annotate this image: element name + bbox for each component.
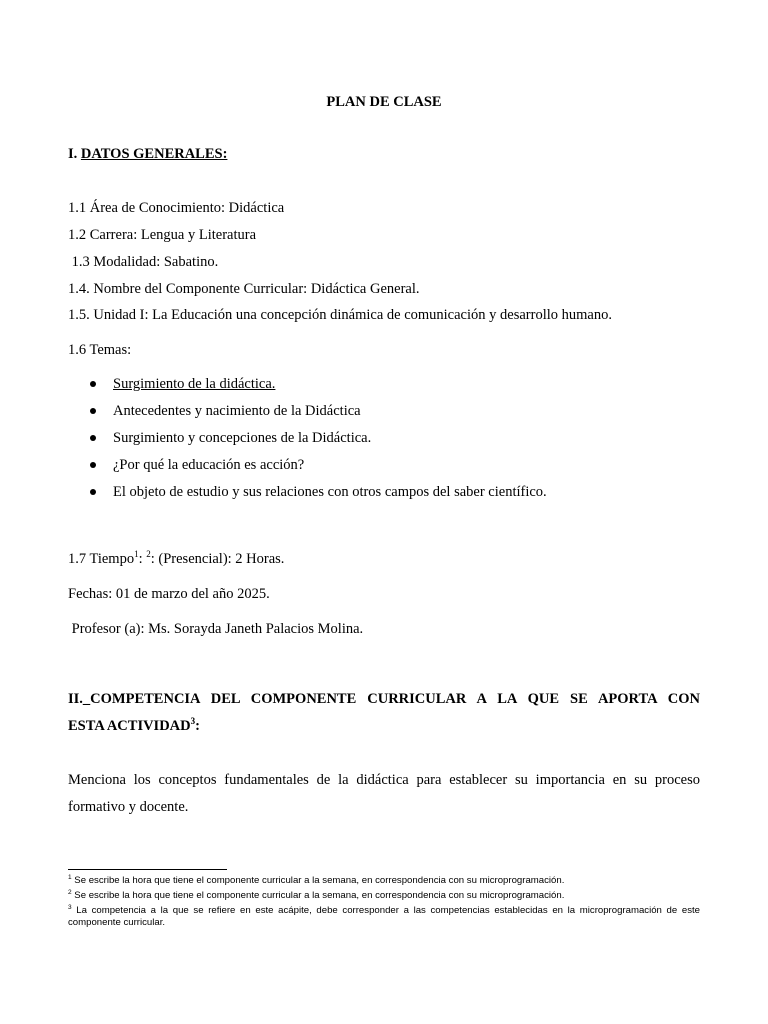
footnote-ref-1: 1 (134, 549, 139, 560)
item-temas-label: 1.6 Temas: (68, 342, 132, 358)
item-carrera: 1.2 Carrera: Lengua y Literatura (68, 227, 257, 243)
footnote-text: Se escribe la hora que tiene el componente curricular a la semana, en correspondencia con su microprogramación. (71, 890, 565, 901)
competencia-paragraph (68, 767, 700, 821)
item-tiempo (68, 551, 284, 568)
page-title: PLAN DE CLASE (326, 94, 442, 110)
section-competencia-heading (68, 686, 700, 740)
footnote-ref-3: 3 (190, 716, 196, 727)
list-item (68, 456, 547, 483)
footnote-number: 2 (68, 888, 72, 896)
temas-list (68, 375, 547, 510)
footnote-number: 3 (68, 903, 72, 911)
tema-text: El objeto de estudio y sus relaciones con otros campos del saber científico. (113, 484, 547, 500)
list-item (68, 483, 547, 510)
competencia-line1: Menciona los conceptos fundamentales de la didáctica para establecer su importancia en su proceso (68, 772, 700, 788)
footnote-separator (68, 869, 227, 870)
bullet-icon (90, 408, 96, 414)
footnote-text: Se escribe la hora que tiene el componente curricular a la semana, en correspondencia con su microprogramación. (71, 875, 565, 886)
item-unidad: 1.5. Unidad I: La Educación una concepción dinámica de comunicación y desarrollo humano. (68, 307, 612, 323)
section-general-data-heading (68, 146, 227, 163)
item-fechas: Fechas: 01 de marzo del año 2025. (68, 586, 270, 602)
list-item (68, 429, 547, 456)
section-heading-text: DATOS GENERALES: (80, 146, 228, 162)
competencia-heading-colon: : (195, 718, 200, 734)
tiempo-separator: : (138, 551, 147, 567)
competencia-heading-line1: II._COMPETENCIA DEL COMPONENTE CURRICULAR A LA QUE SE APORTA CON (68, 691, 700, 707)
section-number: I. (68, 146, 78, 162)
competencia-line2: formativo y docente. (68, 799, 189, 815)
tiempo-value: : (Presencial): 2 Horas. (150, 551, 285, 567)
list-item (68, 402, 547, 429)
bullet-icon (90, 462, 96, 468)
tema-text: Surgimiento y concepciones de la Didáctica. (113, 430, 372, 446)
bullet-icon (90, 489, 96, 495)
bullet-icon (90, 381, 96, 387)
tema-text: ¿Por qué la educación es acción? (113, 457, 305, 473)
item-area: 1.1 Área de Conocimiento: Didáctica (68, 200, 285, 216)
footnote-2 (68, 890, 700, 902)
footnote-1 (68, 875, 700, 887)
footnote-ref-2: 2 (146, 549, 151, 560)
bullet-icon (90, 435, 96, 441)
footnote-3 (68, 905, 700, 929)
tema-text: Antecedentes y nacimiento de la Didáctica (113, 403, 361, 419)
competencia-heading-line2: ESTA ACTIVIDAD (68, 718, 191, 734)
footnote-text-line1: La competencia a la que se refiere en este acápite, debe corresponder a las competencias establecidas en la microprogramación de este (71, 905, 700, 916)
tema-text: Surgimiento de la didáctica. (113, 376, 276, 392)
footnote-text-line2: componente curricular. (68, 917, 166, 928)
item-modalidad: 1.3 Modalidad: Sabatino. (68, 254, 219, 270)
tiempo-label: 1.7 Tiempo (68, 551, 135, 567)
footnote-number: 1 (68, 873, 72, 881)
list-item (68, 375, 547, 402)
item-profesor: Profesor (a): Ms. Sorayda Janeth Palacios Molina. (68, 621, 364, 637)
item-componente: 1.4. Nombre del Componente Curricular: Didáctica General. (68, 281, 420, 297)
